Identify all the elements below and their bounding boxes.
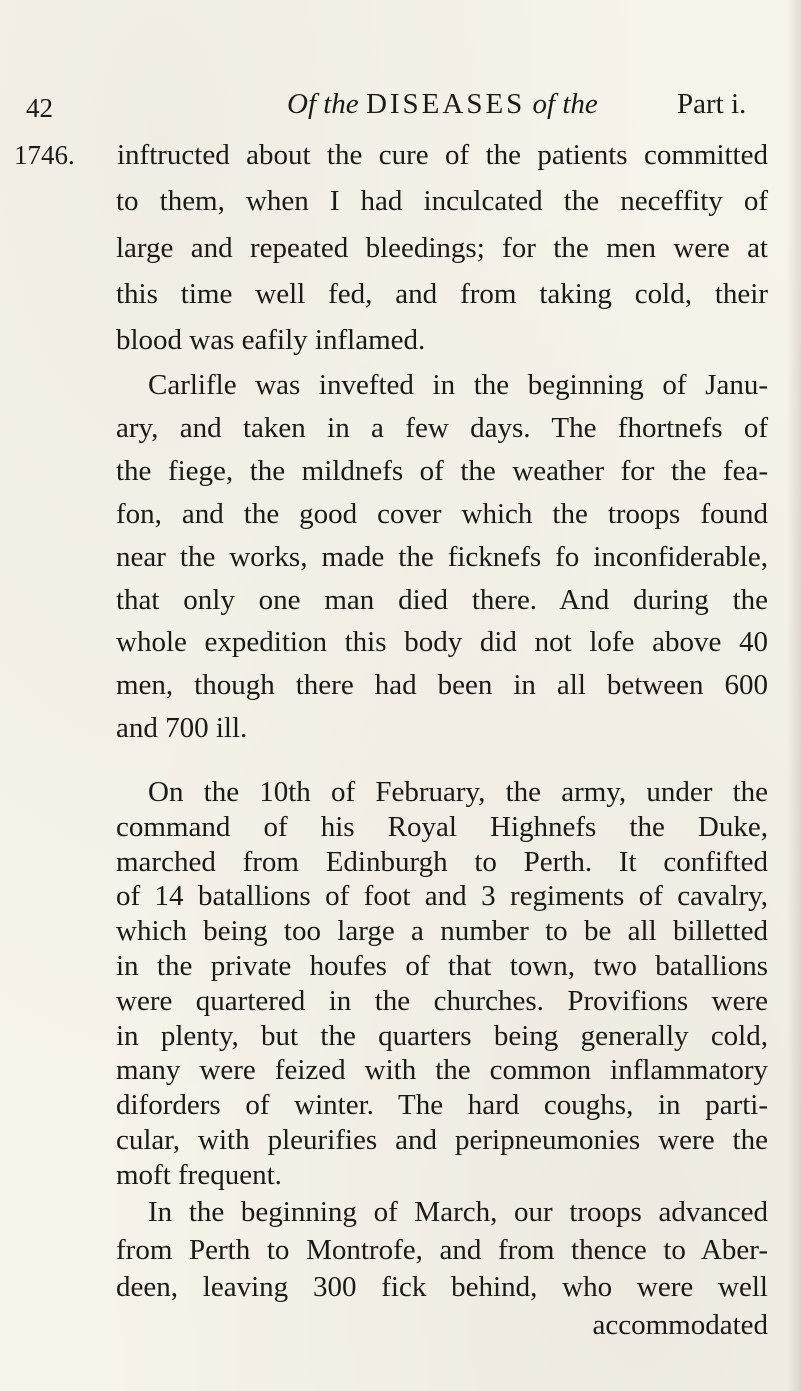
part-label: Part i. [677,88,747,120]
text-line: in plenty, but the quarters being generally cold, [116,1020,768,1052]
text-line: In the beginning of March, our troops advanced [148,1196,768,1228]
margin-year: 1746. [14,140,75,170]
text-line: Carlifle was invefted in the beginning of Janu- [148,369,768,401]
text-line: diforders of winter. The hard coughs, in parti- [116,1089,768,1121]
text-line: from Perth to Montrofe, and from thence to Aber- [116,1234,768,1266]
text-line: many were feized with the common inflammatory [116,1054,768,1086]
text-line: moft frequent. [116,1159,282,1191]
text-line: the fiege, the mildnefs of the weather for the fea- [116,455,768,487]
text-line: deen, leaving 300 fick behind, who were well [116,1271,768,1303]
text-line: inftructed about the cure of the patients committed [117,139,768,171]
text-line: large and repeated bleedings; for the men were at [116,232,768,264]
text-line: to them, when I had inculcated the neceffity of [116,185,768,217]
text-line: ary, and taken in a few days. The fhortnefs of [116,412,768,444]
text-line: marched from Edinburgh to Perth. It confifted [116,846,768,878]
text-line: On the 10th of February, the army, under the [148,776,768,808]
text-line: men, though there had been in all between 600 [116,669,768,701]
text-line: this time well fed, and from taking cold, their [116,278,768,310]
page-number: 42 [26,93,53,123]
running-head-suffix: of the [532,88,598,120]
running-head [287,88,598,121]
running-head-prefix: Of the [287,88,359,120]
running-head-title: DISEASES [365,88,526,120]
text-line: and 700 ill. [116,712,248,744]
page-edge-shadow [787,0,801,1391]
text-line: were quartered in the churches. Provifions were [116,985,768,1017]
text-line: command of his Royal Highnefs the Duke, [116,811,768,843]
text-line: accommodated [592,1309,768,1341]
text-line: that only one man died there. And during the [116,584,768,616]
text-line: whole expedition this body did not lofe above 40 [116,626,768,658]
text-line: fon, and the good cover which the troops found [116,498,768,530]
text-line: blood was eafily inflamed. [116,324,426,356]
text-line: which being too large a number to be all billetted [116,915,768,947]
text-line: of 14 batallions of foot and 3 regiments of cavalry, [116,880,768,912]
text-line: cular, with pleurifies and peripneumonies were the [116,1124,768,1156]
text-line: in the private houfes of that town, two batallions [116,950,768,982]
text-line: near the works, made the ficknefs fo inconfiderable, [116,541,768,573]
